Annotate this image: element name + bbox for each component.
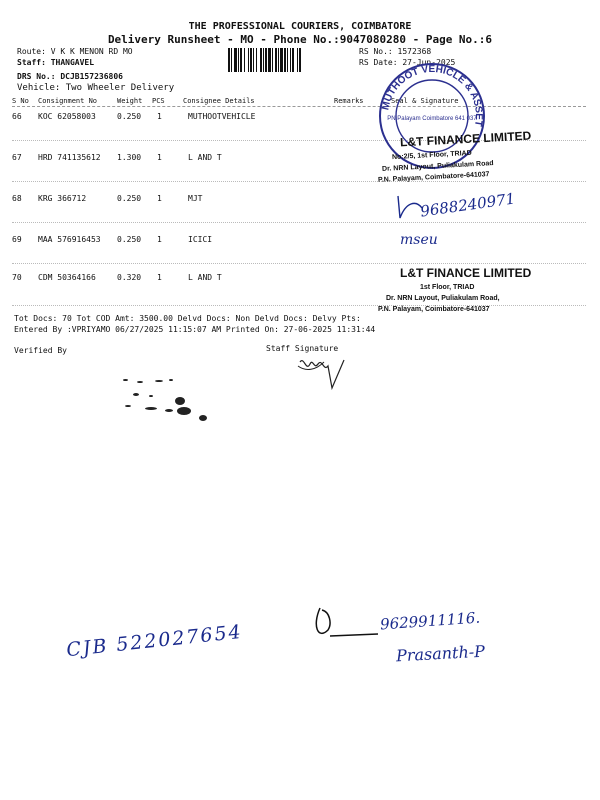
lt-stamp-1-title: L&T FINANCE LIMITED — [399, 128, 532, 150]
runsheet-subtitle: Delivery Runsheet - MO - Phone No.:9047080280 - Page No.:6 — [107, 33, 493, 46]
row-rule — [12, 305, 586, 306]
entered-line: Entered By :VPRIYAMO 06/27/2025 11:15:07 AM Printed On: 27-06-2025 11:31:44 — [14, 325, 376, 334]
lt-stamp-2-line3: P.N. Palayam, Coimbatore-641037 — [378, 306, 490, 313]
handwritten-name-1: mseu — [400, 232, 438, 248]
row-66-consignment: KOC 62058003 — [38, 112, 96, 121]
row-68-consignment: KRG 366712 — [38, 194, 87, 203]
row-68-weight: 0.250 — [117, 194, 142, 203]
row-69-weight: 0.250 — [117, 235, 142, 244]
col-pcs: PCS — [152, 97, 165, 105]
row-70-consignee: L AND T — [188, 273, 222, 282]
col-remarks: Remarks — [334, 97, 364, 105]
row-69-sno: 69 — [12, 235, 22, 244]
lt-stamp-2-title: L&T FINANCE LIMITED — [400, 266, 532, 280]
row-70-weight: 0.320 — [117, 273, 142, 282]
vehicle-label: Vehicle: Two Wheeler Delivery — [17, 83, 175, 93]
row-67-pcs: 1 — [157, 153, 162, 162]
barcode — [228, 48, 354, 72]
col-seal-signature: Seal & Signature — [391, 97, 459, 105]
handwritten-phone-2: 9629911116. — [379, 608, 481, 634]
route-label: Route: V K K MENON RD MO — [17, 47, 133, 56]
verified-by-label: Verified By — [14, 346, 67, 355]
totals-line: Tot Docs: 70 Tot COD Amt: 3500.00 Delvd Docs: Non Delvd Docs: Delvy Pts: — [14, 314, 361, 323]
staff-signature-scribble — [296, 352, 370, 396]
row-67-consignee: L AND T — [188, 153, 222, 162]
muthoot-stamp-ring-text: MUTHOOT VEHICLE & ASSET — [380, 63, 485, 128]
rs-date: RS Date: 27-Jun-2025 — [359, 58, 456, 67]
row-67-weight: 1.300 — [117, 153, 142, 162]
lt-stamp-2-line1: 1st Floor, TRIAD — [420, 284, 475, 291]
row-69-consignment: MAA 576916453 — [38, 235, 101, 244]
muthoot-stamp-inner-text: PN Palayam Coimbatore 641 037 — [387, 116, 477, 122]
lt-stamp-1-line1: No:2/5, 1st Floor, TRIAD — [391, 149, 472, 162]
row-66-weight: 0.250 — [117, 112, 142, 121]
header-rule — [12, 106, 586, 107]
lt-stamp-2-line2: Dr. NRN Layout, Puliakulam Road, — [386, 295, 500, 302]
row-66-sno: 66 — [12, 112, 22, 121]
row-70-pcs: 1 — [157, 273, 162, 282]
row-68-sno: 68 — [12, 194, 22, 203]
drs-label: DRS No.: DCJB157236806 — [17, 72, 123, 81]
staff-signature-label: Staff Signature — [266, 344, 339, 353]
lt-stamp-1-line3: P.N. Palayam, Coimbatore-641037 — [377, 171, 490, 184]
handwritten-code: CJB 522027654 — [65, 620, 244, 662]
col-weight: Weight — [117, 97, 143, 105]
lt-stamp-1-line2: Dr. NRN Layout, Puliakulam Road — [381, 160, 494, 173]
col-consignment: Consignment No — [38, 97, 98, 105]
company-title: THE PROFESSIONAL COURIERS, COIMBATORE — [188, 21, 412, 32]
row-rule — [12, 222, 586, 223]
barcode-bar — [301, 48, 302, 72]
ink-smudges — [115, 375, 215, 425]
row-69-consignee: ICICI — [188, 235, 213, 244]
row-rule — [12, 181, 586, 182]
row-66-consignee: MUTHOOTVEHICLE — [188, 112, 256, 121]
row-70-sno: 70 — [12, 273, 22, 282]
row-68-pcs: 1 — [157, 194, 162, 203]
row-rule — [12, 263, 586, 264]
row-67-consignment: HRD 741135612 — [38, 153, 101, 162]
row-66-pcs: 1 — [157, 112, 162, 121]
row-68-consignee: MJT — [188, 194, 203, 203]
signature-scribble-2 — [312, 606, 382, 644]
handwritten-name-2: Prasanth-P — [395, 641, 486, 666]
handwritten-phone-1: 9688240971 — [419, 189, 517, 221]
staff-label: Staff: THANGAVEL — [17, 58, 95, 67]
row-67-sno: 67 — [12, 153, 22, 162]
col-consignee: Consignee Details — [183, 97, 255, 105]
row-69-pcs: 1 — [157, 235, 162, 244]
rs-number: RS No.: 1572368 — [359, 47, 432, 56]
row-70-consignment: CDM 50364166 — [38, 273, 96, 282]
col-sno: S No — [12, 97, 29, 105]
